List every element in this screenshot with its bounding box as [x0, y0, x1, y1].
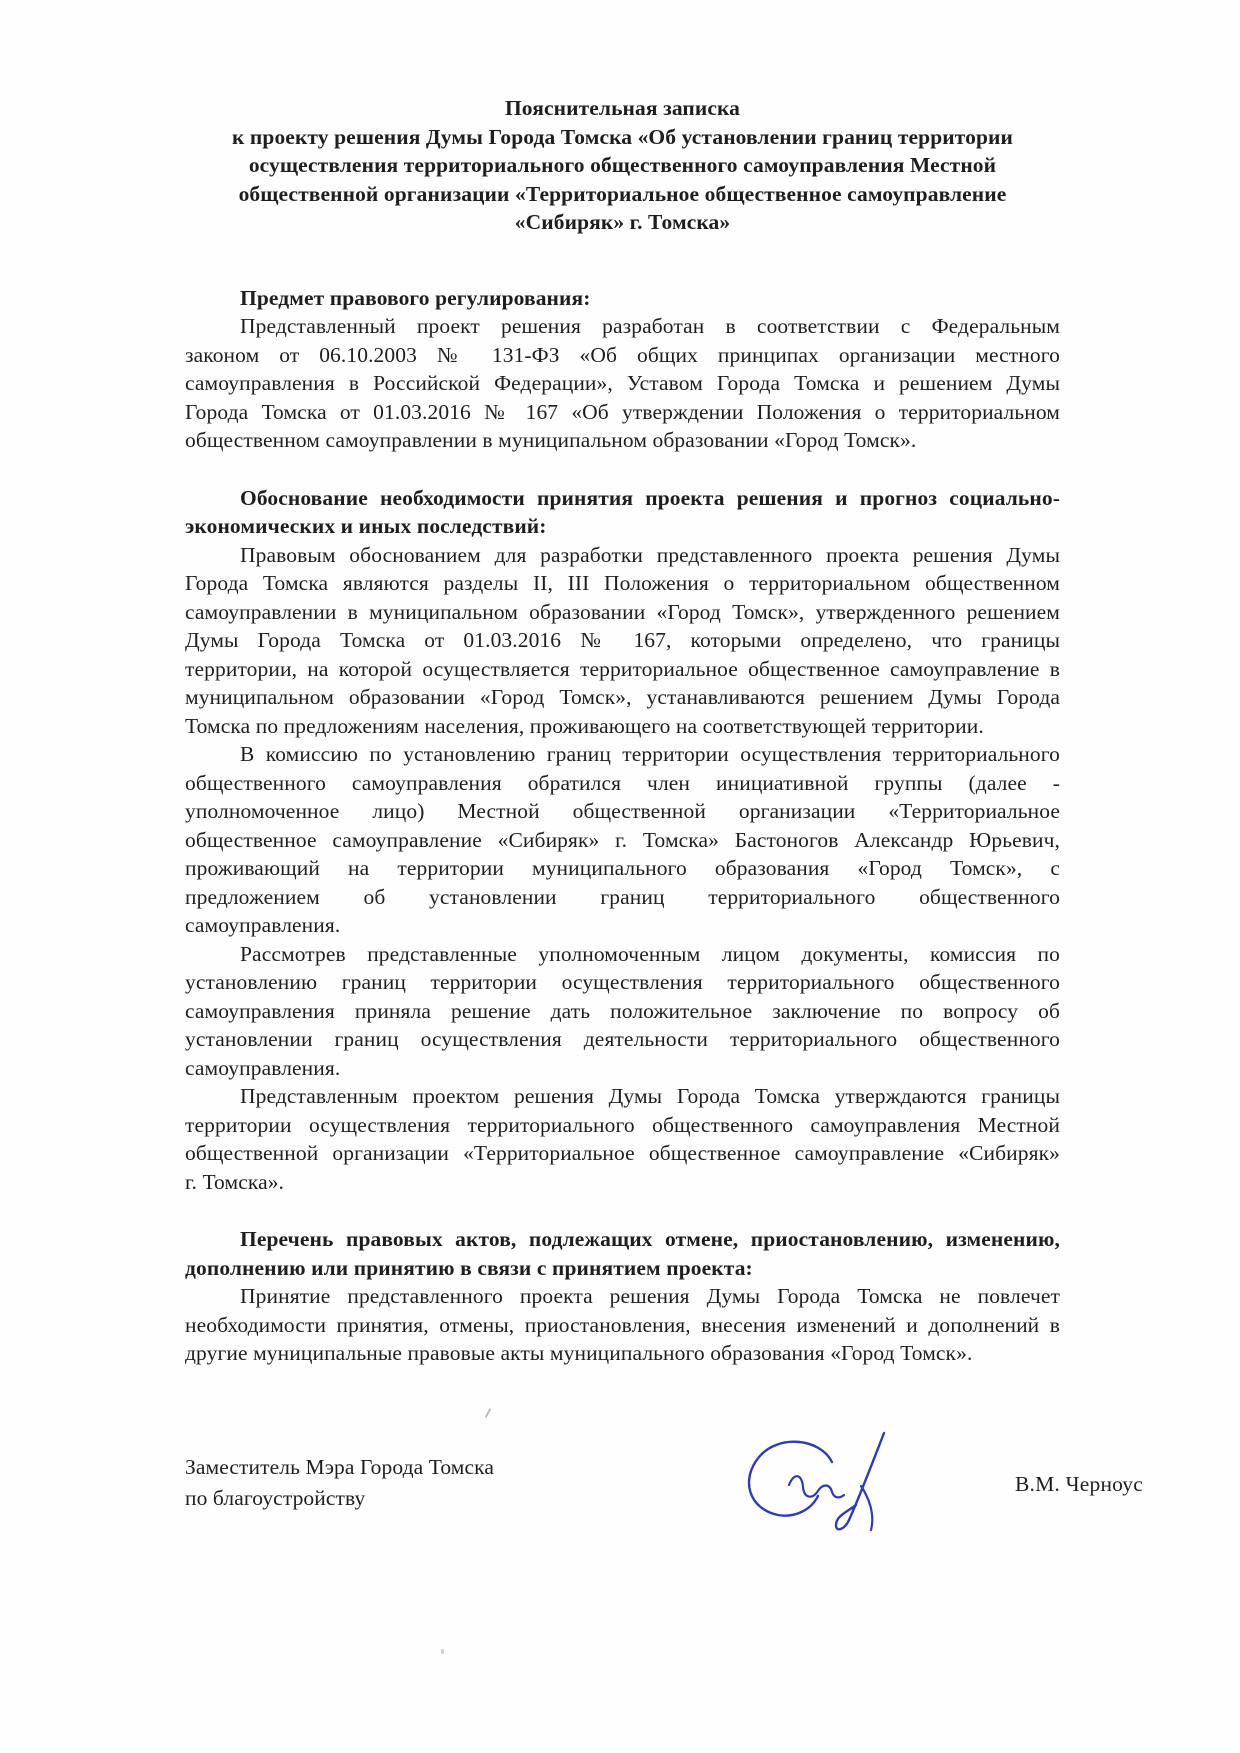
text-line: экономических и иных последствий:: [185, 514, 547, 538]
paragraph: [185, 312, 1060, 455]
section-heading: [185, 284, 1060, 313]
text-line: Предмет правового регулирования:: [240, 285, 591, 310]
text-line: Думы Города Томска от 01.03.2016 № 167, которыми определено, что границы: [185, 628, 1060, 652]
text-line: законом от 06.10.2003 № 131-ФЗ «Об общих принципах организации местного: [185, 342, 1060, 367]
signature-stroke: [861, 1486, 872, 1530]
text-line: территории осуществления территориального общественного самоуправления Местной: [185, 1112, 1060, 1137]
signature-stroke: [836, 1433, 884, 1529]
signer-position: [185, 1452, 494, 1514]
scan-artifact: [485, 1408, 491, 1418]
handwritten-signature-icon: [732, 1428, 922, 1538]
section-heading: [185, 1225, 1060, 1282]
paragraph: [185, 1282, 1060, 1368]
text-line: «Сибиряк» г. Томска»: [514, 210, 731, 234]
text-line: Города Томска от 01.03.2016 № 167 «Об утверждении Положения о территориальном: [185, 399, 1060, 424]
text-line: общественном самоуправлении в муниципальном образовании «Город Томск».: [185, 428, 917, 452]
document-body: [185, 94, 1060, 1368]
signer-name: В.М. Черноус: [1015, 1472, 1143, 1496]
text-line: самоуправления в Российской Федерации», Уставом Города Томска и решением Думы: [185, 371, 1060, 395]
text-line: Представленный проект решения разработан в соответствии с Федеральным: [240, 314, 1060, 338]
text-line: территории, на которой осуществляется территориальное общественное самоуправление в: [185, 656, 1060, 681]
text-line: Правовым обоснованием для разработки представленного проекта решения Думы: [240, 542, 1060, 567]
paragraph: [185, 940, 1060, 1083]
text-line: Рассмотрев представленные уполномоченным лицом документы, комиссия по: [240, 941, 1060, 966]
text-line: г. Томска».: [185, 1169, 285, 1194]
text-line: муниципальном образовании «Город Томск», устанавливаются решением Думы Города: [185, 685, 1060, 709]
text-line: другие муниципальные правовые акты муниципального образования «Город Томск».: [185, 1341, 973, 1365]
text-line: самоуправления.: [185, 913, 341, 937]
text-line: В комиссию по установлению границ территории осуществления территориального: [240, 742, 1060, 766]
text-line: Пояснительная записка: [504, 96, 741, 120]
text-line: проживающий на территории муниципального образования «Город Томск», с: [185, 856, 1060, 880]
signer-position-line2: по благоустройству: [185, 1486, 366, 1510]
text-line: Представленным проектом решения Думы Города Томска утверждаются границы: [240, 1084, 1060, 1108]
paragraph: [185, 541, 1060, 741]
signature-stroke: [789, 1476, 844, 1497]
text-line: предложением об установлении границ территориального общественного: [185, 884, 1060, 909]
text-line: осуществления территориального общественного самоуправления Местной: [248, 153, 997, 177]
paragraph: [185, 1082, 1060, 1196]
text-line: общественного самоуправления обратился член инициативной группы (далее -: [185, 770, 1060, 795]
text-line: к проекту решения Думы Города Томска «Об установлении границ территории: [231, 124, 1014, 149]
text-line: уполномоченное лицо) Местной общественной организации «Территориальное: [185, 799, 1060, 823]
text-line: самоуправления.: [185, 1055, 341, 1080]
text-line: Перечень правовых актов, подлежащих отмене, приостановлению, изменению,: [240, 1227, 1060, 1251]
document-title: [185, 94, 1060, 237]
text-line: установлению границ территории осуществления территориального общественного: [185, 970, 1060, 994]
text-line: Города Томска являются разделы II, III Положения о территориальном общественном: [185, 571, 1060, 595]
text-line: Принятие представленного проекта решения Думы Города Томска не повлечет: [240, 1284, 1060, 1308]
text-line: дополнению или принятию в связи с принятием проекта:: [185, 1255, 753, 1280]
text-line: общественной организации «Территориальное общественное самоуправление: [238, 181, 1007, 206]
text-line: общественной организации «Территориальное общественное самоуправление «Сибиряк»: [185, 1141, 1060, 1165]
signer-position-line1: Заместитель Мэра Города Томска: [185, 1455, 494, 1479]
text-line: самоуправлении в муниципальном образовании «Город Томск», утвержденного решением: [185, 599, 1060, 624]
text-line: самоуправления приняла решение дать положительное заключение по вопросу об: [185, 998, 1060, 1023]
text-line: установлении границ осуществления деятельности территориального общественного: [185, 1027, 1060, 1051]
paragraph: [185, 740, 1060, 940]
text-line: необходимости принятия, отмены, приостановления, внесения изменений и дополнений в: [185, 1312, 1060, 1337]
text-line: Томска по предложениям населения, проживающего на соответствующей территории.: [185, 713, 984, 738]
text-line: общественное самоуправление «Сибиряк» г. Томска» Бастоногов Александр Юрьевич,: [185, 827, 1060, 852]
text-line: Обоснование необходимости принятия проекта решения и прогноз социально-: [240, 485, 1060, 510]
scan-artifact: [441, 1649, 444, 1654]
section-heading: [185, 484, 1060, 541]
signature-stroke: [749, 1442, 832, 1516]
